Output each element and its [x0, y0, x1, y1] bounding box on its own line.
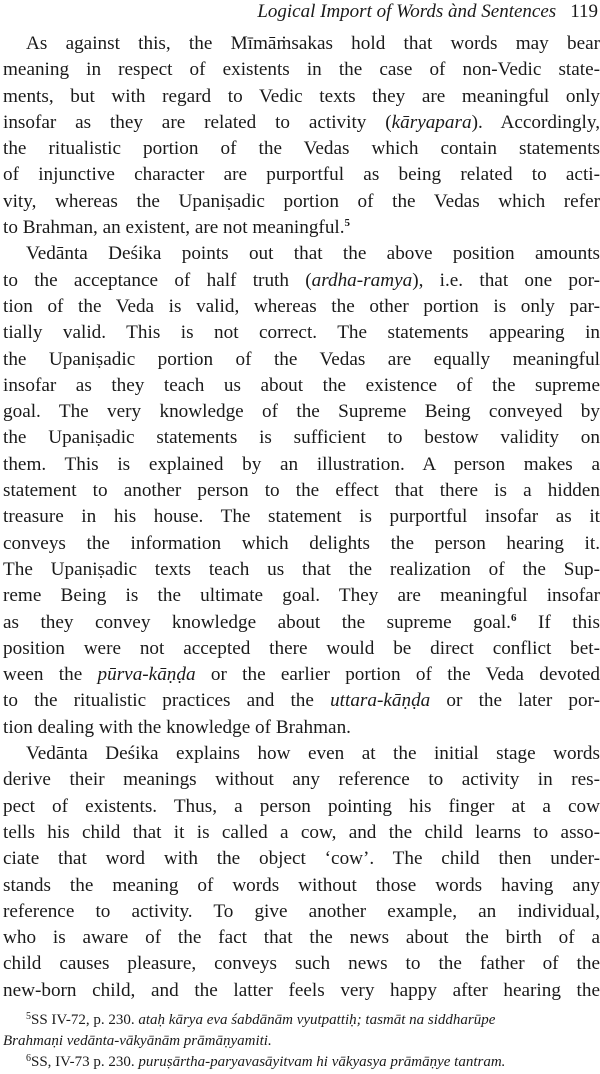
text-line: The Upaniṣadic texts teach us that the realization of the Sup-: [3, 558, 600, 580]
text-line: vity, whereas the Upaniṣadic portion of the Vedas which refer: [3, 190, 600, 212]
text-line: ments, but with regard to Vedic texts they are meaningful only: [3, 85, 600, 107]
footnotes: [3, 1010, 595, 1073]
text-line: new-born child, and the latter feels very happy after hearing the: [3, 979, 600, 1001]
footnote-5-continued: Brahmaṇi vedānta-vākyānām prāmāṇyamiti.: [3, 1033, 272, 1049]
text-line: reference to activity. To give another example, an individual,: [3, 900, 600, 922]
text-line: As against this, the Mīmāṁsakas hold that words may bear: [26, 33, 600, 54]
footnote-ref[interactable]: 5: [344, 217, 351, 230]
text-line: the Upaniṣadic portion of the Vedas are equally meaningful: [3, 348, 600, 370]
text-line: meaning in respect of existents in the case of non-Vedic state-: [3, 59, 600, 81]
text-line: them. This is explained by an illustration. A person makes a: [3, 453, 600, 475]
text-line: of injunctive character are purportful as being related to acti-: [3, 164, 600, 186]
italic-term: kāryapara: [391, 111, 472, 133]
body-text: [3, 31, 600, 1004]
text-line: tially valid. This is not correct. The statements appearing in: [3, 322, 600, 344]
text-line: to Brahman, an existent, are not meaningful.$^5$: [3, 217, 351, 239]
italic-term: pūrva-kāṇḍa: [97, 664, 196, 686]
text-line: pect of existents. Thus, a person pointing his finger at a cow: [3, 795, 600, 817]
text-line: the ritualistic portion of the Vedas which contain statements: [3, 138, 600, 160]
text-line: to the acceptance of half truth (ardha-ramya), i.e. that one por-: [3, 269, 600, 291]
footnote-ref[interactable]: 6: [510, 611, 517, 624]
text-line: insofar as they are related to activity (kāryapara). Accordingly,: [3, 111, 600, 133]
italic-term: uttara-kāṇḍa: [330, 690, 431, 712]
running-head: [257, 0, 598, 26]
text-line: Vedānta Deśika explains how even at the initial stage words: [26, 743, 600, 765]
footnote-number: 6: [26, 1053, 31, 1064]
text-line: insofar as they teach us about the existence of the supreme: [3, 374, 600, 396]
text-line: who is aware of the fact that the news about the birth of a: [3, 927, 600, 949]
text-line: tells his child that it is called a cow, and the child learns to asso-: [3, 821, 600, 843]
chapter-title: Logical Import of Words ànd Sentences: [257, 1, 557, 22]
page-number: 119: [570, 1, 598, 22]
text-line: ciate that word with the object ‘cow’. The child then under-: [3, 848, 600, 870]
text-line: statement to another person to the effect that there is a hidden: [3, 480, 600, 502]
footnote-number: 5: [26, 1011, 31, 1022]
text-line: derive their meanings without any reference to activity in res-: [3, 769, 600, 791]
text-line: child causes pleasure, conveys such news to the father of the: [3, 953, 600, 975]
text-line: the Upaniṣadic statements is sufficient to bestow validity on: [3, 427, 600, 449]
text-line: conveys the information which delights the person hearing it.: [3, 532, 600, 554]
text-line: as they convey knowledge about the supreme goal.$^6$ If this: [3, 611, 600, 633]
italic-term: ardha-ramya: [311, 269, 413, 291]
footnote-6: $^6$SS, IV-73 p. 230. puruṣārtha-paryavasāyitvam hi vākyasya prāmāṇye tantram.: [26, 1053, 506, 1070]
text-line: position were not accepted there would be direct conflict bet-: [3, 637, 600, 659]
text-line: Vedānta Deśika points out that the above position amounts: [26, 243, 600, 265]
text-line: treasure in his house. The statement is purportful insofar as it: [3, 506, 600, 528]
text-line: stands the meaning of words without those words having any: [3, 874, 600, 896]
text-line: tion of the Veda is valid, whereas the other portion is only par-: [3, 295, 600, 317]
text-line: ween the pūrva-kāṇḍa or the earlier portion of the Veda devoted: [3, 664, 600, 686]
text-line: reme Being is the ultimate goal. They are meaningful insofar: [3, 585, 600, 607]
text-line: to the ritualistic practices and the uttara-kāṇḍa or the later por-: [3, 690, 600, 712]
text-line: tion dealing with the knowledge of Brahman.: [3, 716, 351, 738]
text-line: goal. The very knowledge of the Supreme Being conveyed by: [3, 401, 600, 423]
footnote-5: $^5$SS IV-72, p. 230. ataḥ kārya eva śabdānām vyutpattiḥ; tasmāt na siddharūpe: [26, 1011, 496, 1028]
